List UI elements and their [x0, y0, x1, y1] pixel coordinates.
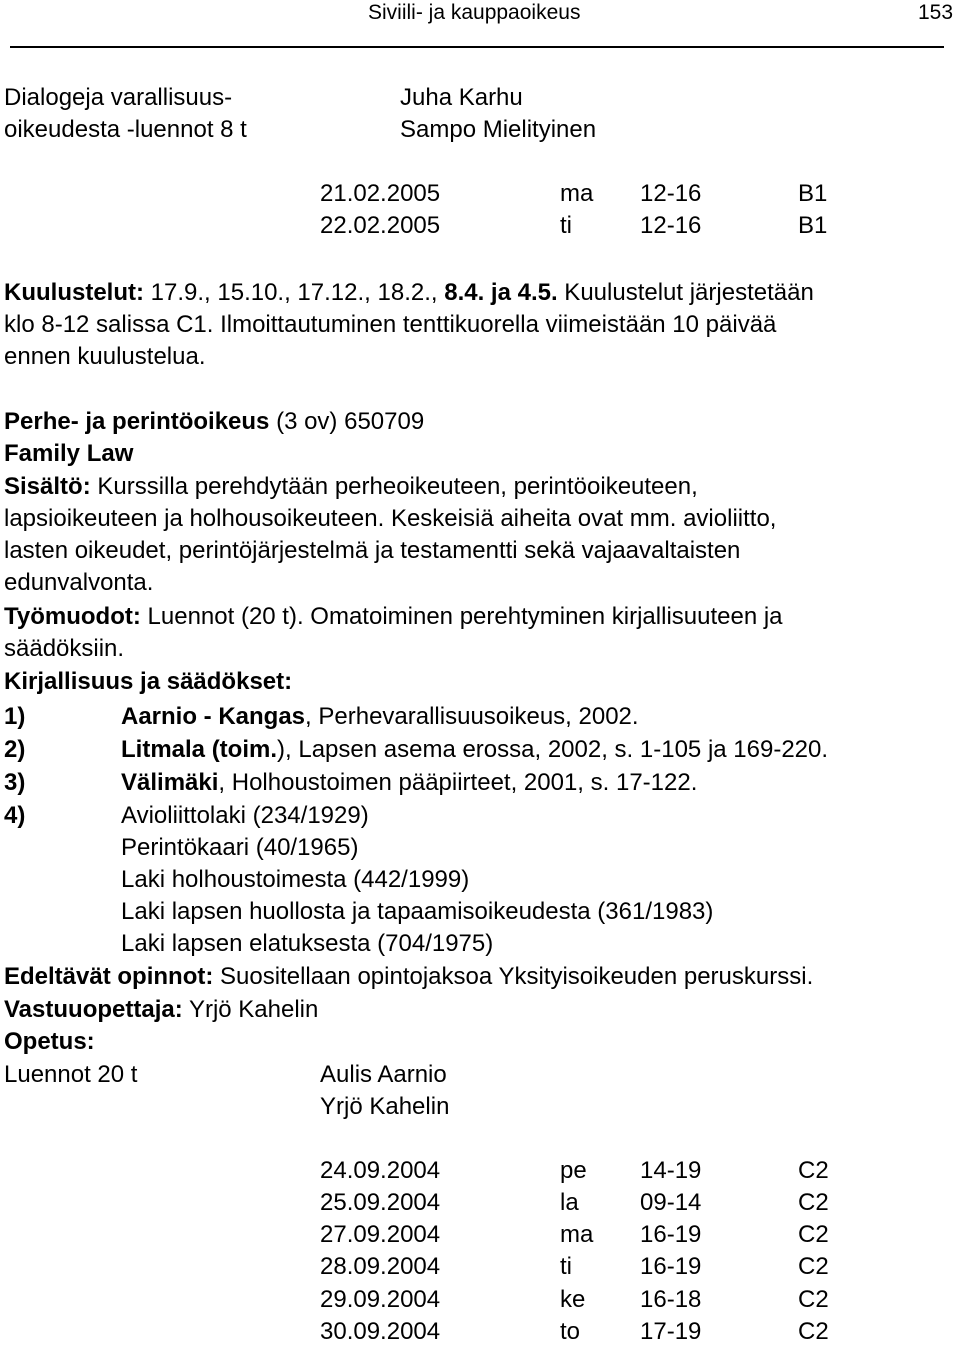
prereq-label: Edeltävät opinnot: — [4, 963, 214, 990]
session-date: 29.09.2004 — [320, 1286, 441, 1313]
schedule-row — [320, 178, 440, 210]
session-room: C2 — [798, 1221, 829, 1248]
literature-num — [4, 767, 25, 799]
literature-rest: , Perhevarallisuusoikeus, 2002. — [305, 703, 639, 730]
course1-teacher2: Sampo Mielityinen — [400, 116, 597, 143]
literature-heading — [4, 666, 292, 698]
session-time: 17-19 — [640, 1318, 702, 1345]
literature-num — [4, 701, 25, 733]
statutes-num — [4, 800, 25, 832]
literature-item-number: 3) — [4, 769, 26, 796]
statute-item: Laki lapsen huollosta ja tapaamisoikeudesta (361/1983) — [121, 898, 714, 925]
session-date: 27.09.2004 — [320, 1221, 441, 1248]
statute-item: Laki holhoustoimesta (442/1999) — [121, 866, 470, 893]
literature-label: Kirjallisuus ja säädökset: — [4, 668, 293, 695]
literature-item — [121, 701, 639, 733]
session-day: la — [560, 1189, 579, 1216]
running-header-title: Siviili- ja kauppaoikeus — [368, 1, 581, 24]
english-title-text: Family Law — [4, 440, 134, 467]
content-text: Kurssilla perehdytään perheoikeuteen, perintöoikeuteen, — [90, 473, 698, 500]
exam-date: 8.4. — [437, 279, 485, 306]
lectures-label: Luennot 20 t — [4, 1061, 138, 1088]
responsible-label: Vastuuopettaja: — [4, 996, 183, 1023]
exam-conjunction: ja — [484, 279, 511, 306]
literature-rest: , Holhoustoimen pääpiirteet, 2001, s. 17-122. — [218, 769, 698, 796]
exam-date: 18.2., — [370, 279, 438, 306]
session-room: B1 — [798, 212, 828, 239]
course2-english-title — [4, 438, 133, 470]
session-time: 16-19 — [640, 1253, 702, 1280]
header-rule — [10, 46, 944, 48]
session-day: ke — [560, 1286, 586, 1313]
content-line4: edunvalvonta. — [4, 569, 154, 596]
methods-line2: säädöksiin. — [4, 635, 125, 662]
literature-author: Aarnio - Kangas — [121, 703, 306, 730]
exams-line3: ennen kuulustelua. — [4, 343, 206, 370]
session-time: 16-19 — [640, 1221, 702, 1248]
exams-line2: klo 8-12 salissa C1. Ilmoittautuminen tenttikuorella viimeistään 10 päivää — [4, 311, 777, 338]
course2-title-line — [4, 406, 424, 438]
statute-item: Avioliittolaki (234/1929) — [121, 802, 369, 829]
session-room: C2 — [798, 1286, 829, 1313]
responsible-name: Yrjö Kahelin — [182, 996, 319, 1023]
session-day: ti — [560, 1253, 572, 1280]
content-line2: lapsioikeuteen ja holhousoikeuteen. Keskeisiä aiheita ovat mm. avioliitto, — [4, 505, 777, 532]
content-line1 — [4, 471, 698, 503]
content-line3: lasten oikeudet, perintöjärjestelmä ja testamentti sekä vajaavaltaisten — [4, 537, 741, 564]
session-day: to — [560, 1318, 581, 1345]
exam-date: 15.10., — [210, 279, 291, 306]
literature-item — [121, 734, 828, 766]
lecturer-name: Aulis Aarnio — [320, 1061, 447, 1088]
literature-item-number: 4) — [4, 802, 26, 829]
literature-author: Välimäki — [121, 769, 219, 796]
session-day: ma — [560, 180, 594, 207]
responsible-line — [4, 994, 318, 1026]
teaching-label: Opetus: — [4, 1028, 95, 1055]
session-time: 16-18 — [640, 1286, 702, 1313]
session-day: ti — [560, 212, 572, 239]
literature-num — [4, 734, 25, 766]
literature-rest: ), Lapsen asema erossa, 2002, s. 1-105 ja 169-220. — [277, 736, 829, 763]
lecturer-name: Yrjö Kahelin — [320, 1093, 450, 1120]
exams-text: Kuulustelut järjestetään — [557, 279, 814, 306]
session-date: 24.09.2004 — [320, 1157, 441, 1184]
exam-date: 17.12., — [290, 279, 371, 306]
page-number: 153 — [918, 1, 954, 24]
statute-item: Laki lapsen elatuksesta (704/1975) — [121, 930, 494, 957]
session-room: C2 — [798, 1318, 829, 1345]
methods-label: Työmuodot: — [4, 603, 141, 630]
session-time: 09-14 — [640, 1189, 702, 1216]
prereq-text: Suositellaan opintojaksoa Yksityisoikeuden peruskurssi. — [213, 963, 814, 990]
literature-item-number: 2) — [4, 736, 26, 763]
session-day: pe — [560, 1157, 587, 1184]
content-label: Sisältö: — [4, 473, 91, 500]
teaching-heading — [4, 1026, 95, 1058]
exams-label: Kuulustelut: — [4, 279, 144, 306]
session-room: C2 — [798, 1189, 829, 1216]
session-day: ma — [560, 1221, 594, 1248]
session-date: 22.02.2005 — [320, 212, 441, 239]
session-time: 12-16 — [640, 212, 702, 239]
session-date: 25.09.2004 — [320, 1189, 441, 1216]
course2-credits: (3 ov) 650709 — [269, 408, 425, 435]
session-time: 14-19 — [640, 1157, 702, 1184]
session-date: 21.02.2005 — [320, 180, 441, 207]
literature-author: Litmala (toim. — [121, 736, 278, 763]
exams-line1 — [4, 277, 814, 309]
session-room: C2 — [798, 1253, 829, 1280]
exam-date: 4.5. — [510, 279, 558, 306]
methods-text: Luennot (20 t). Omatoiminen perehtyminen kirjallisuuteen ja — [140, 603, 783, 630]
schedule-row — [320, 210, 440, 242]
session-room: C2 — [798, 1157, 829, 1184]
literature-item-number: 1) — [4, 703, 26, 730]
methods-line1 — [4, 601, 783, 633]
session-date: 30.09.2004 — [320, 1318, 441, 1345]
exam-date: 17.9., — [143, 279, 211, 306]
session-time: 12-16 — [640, 180, 702, 207]
course2-title: Perhe- ja perintöoikeus — [4, 408, 270, 435]
course1-name-line1: Dialogeja varallisuus- — [4, 84, 233, 111]
course1-name-line2: oikeudesta -luennot 8 t — [4, 116, 247, 143]
session-room: B1 — [798, 180, 828, 207]
session-date: 28.09.2004 — [320, 1253, 441, 1280]
literature-item — [121, 767, 697, 799]
course1-teacher1: Juha Karhu — [400, 84, 523, 111]
prereq-line — [4, 961, 813, 993]
statute-item: Perintökaari (40/1965) — [121, 834, 359, 861]
